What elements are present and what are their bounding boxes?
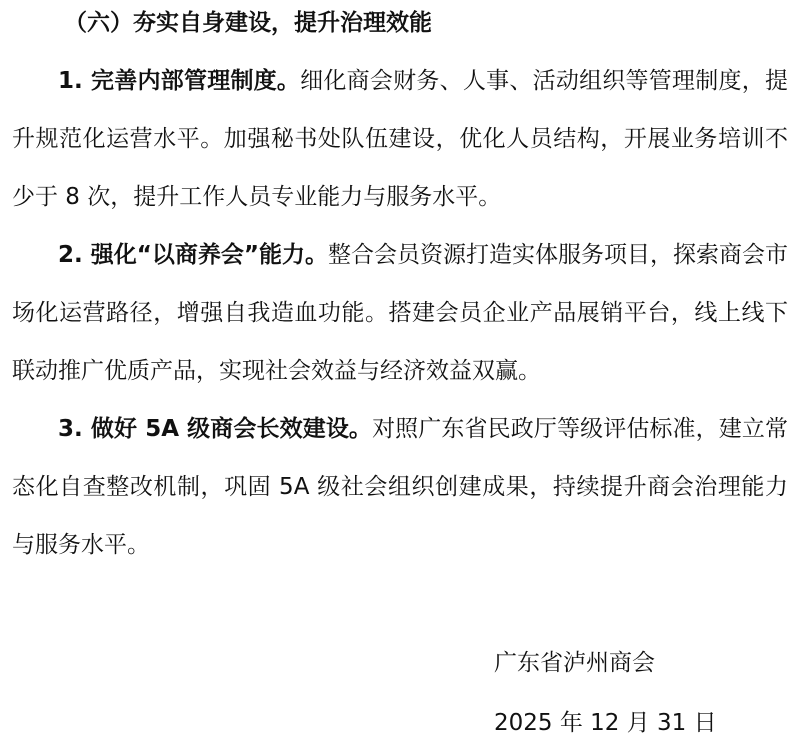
- signature-date: 2025 年 12 月 31 日: [494, 710, 717, 736]
- paragraph-3-body: 对照广东省民政厅等级评估标准，建立常态化自查整改机制，巩固 5A 级社会组织创建成果，持续提升商会治理能力与服务水平。: [12, 416, 789, 558]
- paragraph-item-2: [12, 226, 788, 400]
- paragraph-2-lead: 2. 强化“以商养会”能力。: [58, 242, 328, 268]
- paragraph-item-1: [12, 52, 788, 226]
- paragraph-item-3: [12, 400, 788, 574]
- paragraph-3-lead: 3. 做好 5A 级商会长效建设。: [58, 416, 373, 442]
- paragraph-1-body: 细化商会财务、人事、活动组织等管理制度，提升规范化运营水平。加强秘书处队伍建设，优化人员结构，开展业务培训不少于 8 次，提升工作人员专业能力与服务水平。: [12, 68, 789, 210]
- paragraph-1-lead: 1. 完善内部管理制度。: [58, 68, 301, 94]
- signature-organization: 广东省泸州商会: [494, 650, 655, 676]
- section-heading: （六）夯实自身建设，提升治理效能: [64, 10, 432, 36]
- paragraph-2-body: 整合会员资源打造实体服务项目，探索商会市场化运营路径，增强自我造血功能。搭建会员企业产品展销平台，线上线下联动推广优质产品，实现社会效益与经济效益双赢。: [12, 242, 789, 384]
